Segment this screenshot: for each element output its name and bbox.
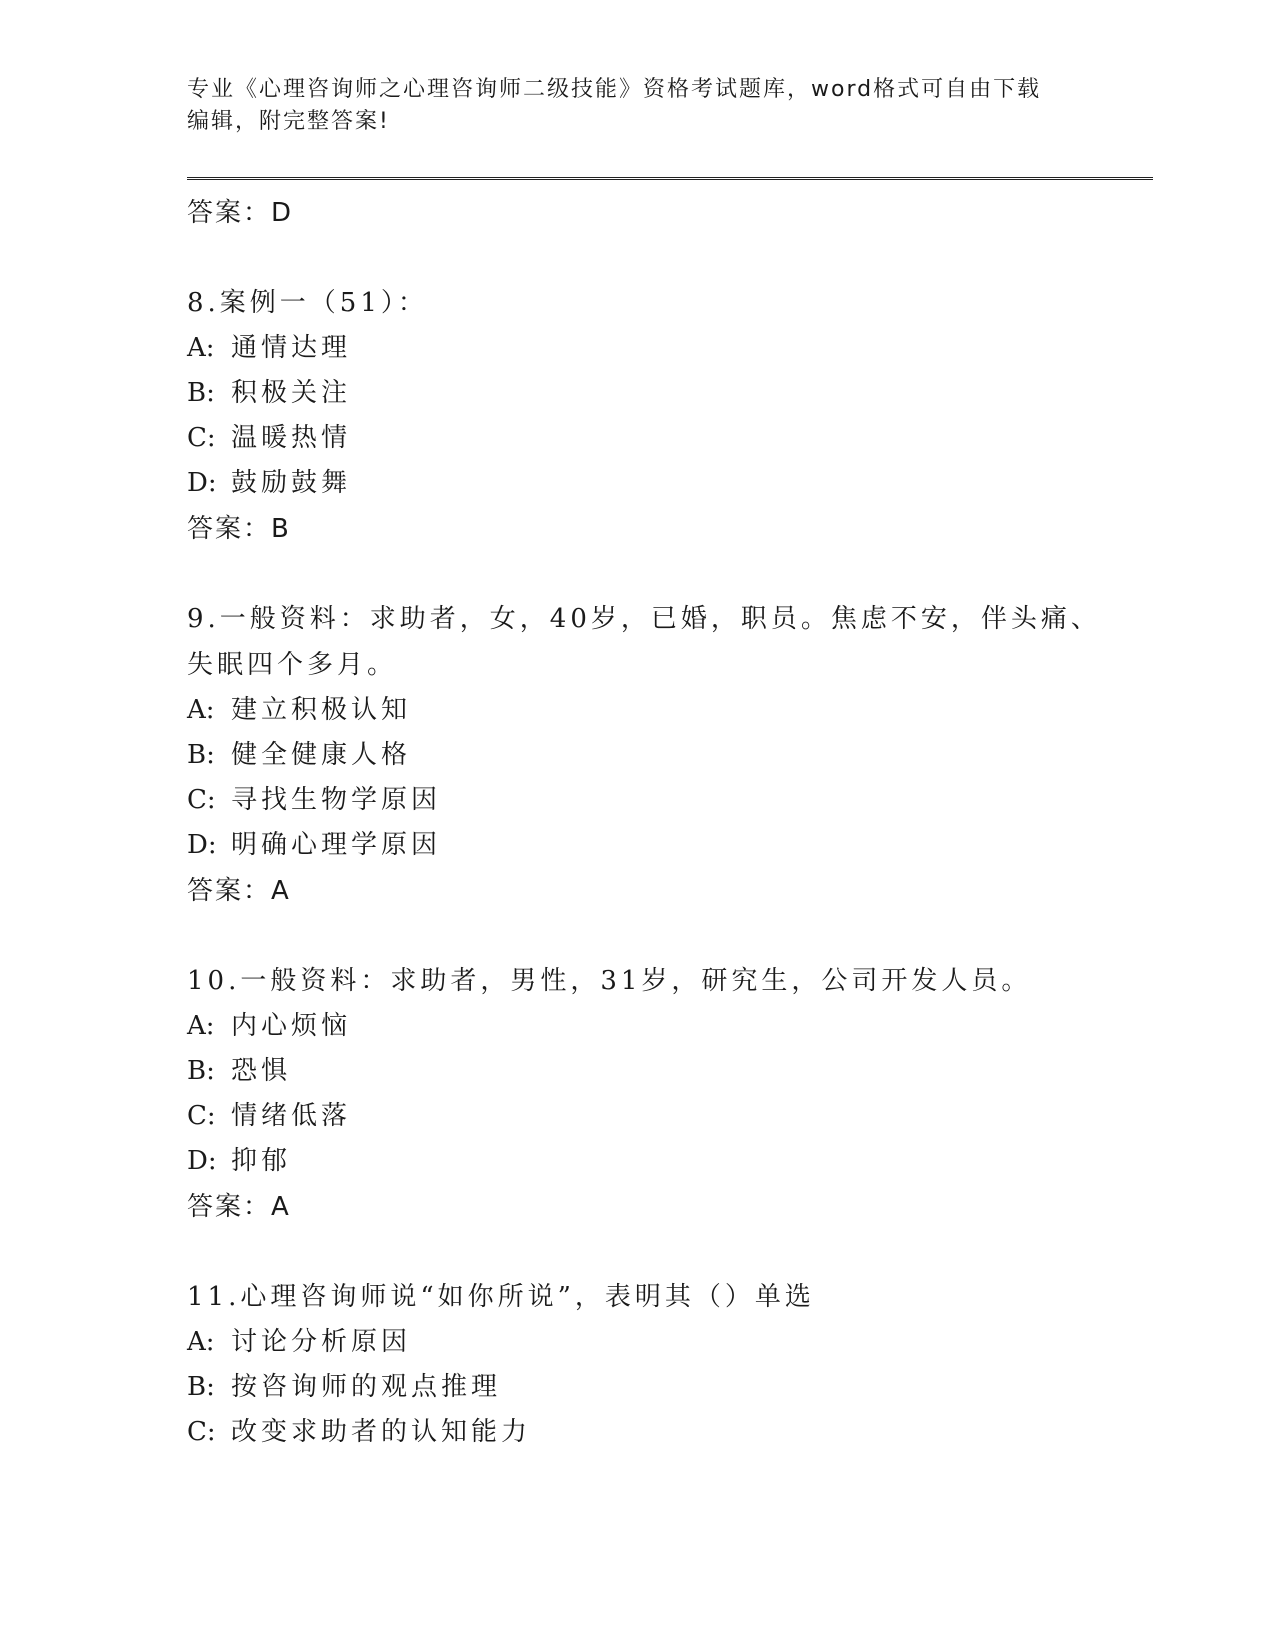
header-line-2: 编辑，附完整答案! xyxy=(187,109,390,134)
document-header xyxy=(187,74,1067,138)
option-label: B: xyxy=(187,378,215,408)
option-c xyxy=(187,1410,1147,1455)
option-text: 寻找生物学原因 xyxy=(231,785,442,815)
option-a xyxy=(187,326,1147,371)
option-text: 改变求助者的认知能力 xyxy=(231,1417,532,1447)
option-d xyxy=(187,823,1147,868)
spacer xyxy=(187,552,1147,596)
header-line-1: 专业《心理咨询师之心理咨询师二级技能》资格考试题库，word格式可自由下载 xyxy=(187,77,1042,102)
option-text: 按咨询师的观点推理 xyxy=(231,1372,502,1402)
option-label: C: xyxy=(187,785,216,815)
answer-line: 答案：B xyxy=(187,514,291,544)
option-text: 恐惧 xyxy=(231,1056,292,1086)
spacer xyxy=(187,1230,1147,1274)
option-label: B: xyxy=(187,1056,215,1086)
option-label: D: xyxy=(187,830,217,860)
answer-line: 答案：D xyxy=(187,198,294,228)
option-c xyxy=(187,1094,1147,1139)
answer-line: 答案：A xyxy=(187,1192,291,1222)
option-b xyxy=(187,733,1147,778)
option-b xyxy=(187,1049,1147,1094)
option-label: C: xyxy=(187,1101,216,1131)
option-a xyxy=(187,1004,1147,1049)
question-block xyxy=(187,958,1147,1230)
option-label: A: xyxy=(187,1327,215,1357)
spacer xyxy=(187,914,1147,958)
option-b xyxy=(187,1365,1147,1410)
option-text: 情绪低落 xyxy=(231,1101,352,1131)
question-block xyxy=(187,280,1147,552)
option-c xyxy=(187,416,1147,461)
option-text: 内心烦恼 xyxy=(231,1011,352,1041)
question-text: 8.案例一（51）： xyxy=(187,288,428,318)
option-d xyxy=(187,461,1147,506)
spacer xyxy=(187,236,1147,280)
option-text: 抑郁 xyxy=(231,1146,292,1176)
option-label: B: xyxy=(187,740,215,770)
option-label: A: xyxy=(187,1011,215,1041)
option-text: 积极关注 xyxy=(231,378,352,408)
option-text: 健全健康人格 xyxy=(231,740,412,770)
option-text: 讨论分析原因 xyxy=(231,1327,412,1357)
option-a xyxy=(187,1320,1147,1365)
option-label: C: xyxy=(187,1417,216,1447)
option-c xyxy=(187,778,1147,823)
question-list xyxy=(187,190,1147,1455)
option-label: D: xyxy=(187,468,217,498)
question-block xyxy=(187,1274,1147,1455)
option-label: D: xyxy=(187,1146,217,1176)
option-b xyxy=(187,371,1147,416)
question-text-continued: 失眠四个多月。 xyxy=(187,650,398,680)
option-a xyxy=(187,688,1147,733)
option-text: 通情达理 xyxy=(231,333,352,363)
option-text: 鼓励鼓舞 xyxy=(231,468,352,498)
question-text: 10.一般资料：求助者，男性，31岁，研究生，公司开发人员。 xyxy=(187,966,1032,996)
option-label: B: xyxy=(187,1372,215,1402)
question-text: 11.心理咨询师说“如你所说”，表明其（）单选 xyxy=(187,1282,815,1312)
option-text: 建立积极认知 xyxy=(231,695,412,725)
option-d xyxy=(187,1139,1147,1184)
answer-line: 答案：A xyxy=(187,876,291,906)
option-text: 温暖热情 xyxy=(231,423,352,453)
header-divider xyxy=(187,177,1153,184)
option-label: A: xyxy=(187,695,215,725)
option-label: A: xyxy=(187,333,215,363)
option-text: 明确心理学原因 xyxy=(231,830,442,860)
question-text: 9.一般资料：求助者，女，40岁，已婚，职员。焦虑不安，伴头痛、 xyxy=(187,604,1101,634)
option-label: C: xyxy=(187,423,216,453)
question-block xyxy=(187,596,1147,914)
